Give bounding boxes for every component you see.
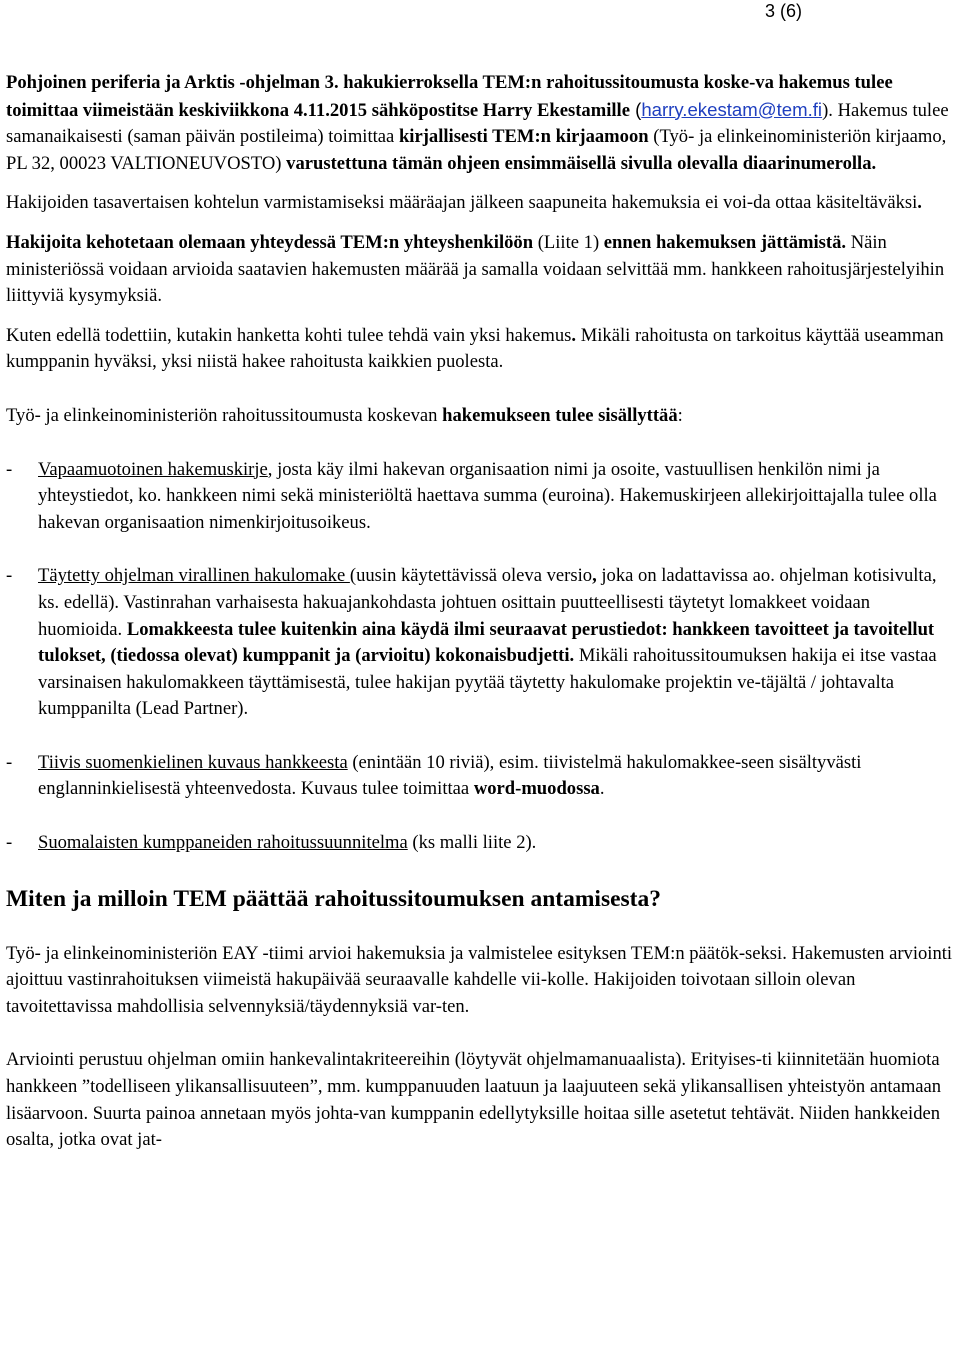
application-form-bold-text: Lomakkeesta tulee kuitenkin aina käydä ilmi seuraavat perustiedot: hankkeen tavoitteet ja tavoitellut tulokset, (tiedossa olevat) kumppanit ja (arvioitu) kokonaisbudjetti. xyxy=(38,618,935,667)
application-form-title: Täytetty ohjelman virallinen hakulomake xyxy=(38,565,350,587)
deadline-text: ). Hakemus tulee samanaikaisesti (saman päivän postileima) toimittaa xyxy=(6,99,949,148)
description-title: Tiivis suomenkielinen kuvaus hankkeesta xyxy=(38,751,348,773)
page-number: 3 (6) xyxy=(764,1,802,21)
one-application-text: Kuten edellä todettiin, kutakin hanketta kohti tulee tehdä vain yksi hakemus xyxy=(6,324,572,346)
application-form-text: (uusin käytettävissä oleva versio xyxy=(349,565,593,587)
list-item-cover-letter xyxy=(6,457,954,537)
diary-number-bold-text: varustettuna tämän ohjeen ensimmäisellä sivulla olevalla diaarinumerolla. xyxy=(286,152,877,174)
late-applications-period: . xyxy=(917,192,922,214)
document-body xyxy=(6,70,954,1154)
list-dash: - xyxy=(6,458,13,480)
paragraph-include xyxy=(6,403,954,430)
paragraph-evaluation: Työ- ja elinkeinoministeriön EAY -tiimi arvioi hakemuksia ja valmistelee esityksen TEM:n päätök-seksi. Hakemusten arviointi ajoittuu vastinrahoituksen viimeistä hakupäivää seuraavalle kahdelle vii-kolle. Hakijoiden toivotaan silloin olevan tavoitettavissa mahdollisia selvennyksiä/täydennyksiä var-ten. xyxy=(6,942,953,1017)
paragraph-one-application xyxy=(6,323,954,376)
application-form-comma: , xyxy=(592,565,597,587)
include-bold-text: hakemukseen tulee sisällyttää xyxy=(442,404,678,426)
description-text: (enintään 10 riviä), esim. tiivistelmä hakulomakkee-seen sisältyvästi englanninkielisestä yhteenvedosta. Kuvaus tulee toimittaa xyxy=(38,751,862,800)
partners-text: Mikäli rahoitusta on tarkoitus käyttää useamman kumppanin hyväksi, yksi niistä hakee rahoitusta kaikkien puolesta. xyxy=(6,324,944,373)
section-heading: Miten ja milloin TEM päättää rahoitussitoumuksen antamisesta? xyxy=(6,885,661,912)
paragraph-contact xyxy=(6,230,954,310)
one-application-period: . xyxy=(571,324,577,346)
email-link[interactable]: harry.ekestam@tem.fi xyxy=(641,98,823,120)
list-item-description xyxy=(6,750,954,803)
list-dash: - xyxy=(6,565,13,587)
paragraph-deadline xyxy=(6,70,954,177)
include-colon: : xyxy=(677,404,683,426)
deadline-bold-text: Pohjoinen periferia ja Arktis -ohjelman 3. hakukierroksella TEM:n rahoitussitoumusta koske-va hakemus tulee toimittaa viimeistään keskiviikkona 4.11.2015 sähköpostitse Harry Ekestamille xyxy=(6,72,893,121)
financing-plan-title: Suomalaisten kumppaneiden rahoitussuunnitelma xyxy=(38,832,408,854)
paragraph-late-applications xyxy=(6,190,954,217)
application-form-text-2: joka on ladattavissa ao. ohjelman kotisivulta, ks. edellä). Vastinrahan varhaisesta hakuajankohdasta johtuen osittain puutteellisesti täytetyt lomakkeet voidaan huomioida. xyxy=(38,565,937,640)
registry-bold-text: kirjallisesti TEM:n kirjaamoon xyxy=(398,126,649,148)
contact-before-text: ennen hakemuksen jättämistä. xyxy=(603,231,847,253)
list-dash: - xyxy=(6,751,13,773)
list-item-financing-plan xyxy=(6,830,954,857)
late-applications-text: Hakijoiden tasavertaisen kohtelun varmistamiseksi määräajan jälkeen saapuneita hakemuksia ei voi-da ottaa käsiteltäväksi xyxy=(6,192,918,214)
contact-detail-text: Näin ministeriössä voidaan arvioida saatavien hakemusten määrää ja samalla voidaan selvittää mm. hankkeen rahoitusjärjestelyihin liittyviä kysymyksiä. xyxy=(6,231,945,307)
cover-letter-text: , josta käy ilmi hakevan organisaation nimi ja osoite, vastuullisen henkilön nimi ja yhteystiedot, ko. hankkeen nimi sekä ministeriöltä haettava summa (euroina). Hakemuskirjeen allekirjoittajalla tulee olla hakevan organisaation nimenkirjoitusoikeus. xyxy=(38,458,937,533)
list-dash: - xyxy=(6,832,13,854)
include-text: Työ- ja elinkeinoministeriön rahoitussitoumusta koskevan xyxy=(6,404,443,426)
description-bold-text: word-muodossa xyxy=(473,778,600,800)
paragraph-criteria: Arviointi perustuu ohjelman omiin hankevalintakriteereihin (löytyvät ohjelmamanuaalista). Erityises-ti kiinnitetään huomiota hankkeen ”todelliseen ylikansallisuuteen”, mm. kumppanuuden laatuun ja laajuuteen sekä ylikansallisen yhteistyön antamaan lisäarvoon. Suurta painoa annetaan myös johta-van kumppanin edellytyksille hoitaa sille asetetut tehtävät. Niiden hankkeiden osalta, jotka ovat jat- xyxy=(6,1049,942,1151)
description-period: . xyxy=(599,778,605,800)
financing-plan-text: (ks malli liite 2). xyxy=(407,832,537,854)
application-form-text-3: Mikäli rahoitussitoumuksen hakija ei itse vastaa varsinaisen hakulomakkeen täyttämisestä, tulee hakijan pyytää täytetty hakulomake projektin ve-täjältä / johtavalta kumppanilta (Lead Partner). xyxy=(38,645,937,720)
contact-appendix-text: (Liite 1) xyxy=(533,231,604,253)
registry-address-text: (Työ- ja elinkeinoministeriön kirjaamo, PL 32, 00023 VALTIONEUVOSTO) xyxy=(6,126,947,174)
list-item-application-form xyxy=(6,563,954,723)
email-paren-open: ( xyxy=(629,98,642,120)
cover-letter-title: Vapaamuotoinen hakemuskirje xyxy=(38,458,268,480)
contact-bold-text: Hakijoita kehotetaan olemaan yhteydessä TEM:n yhteyshenkilöön xyxy=(6,231,534,253)
